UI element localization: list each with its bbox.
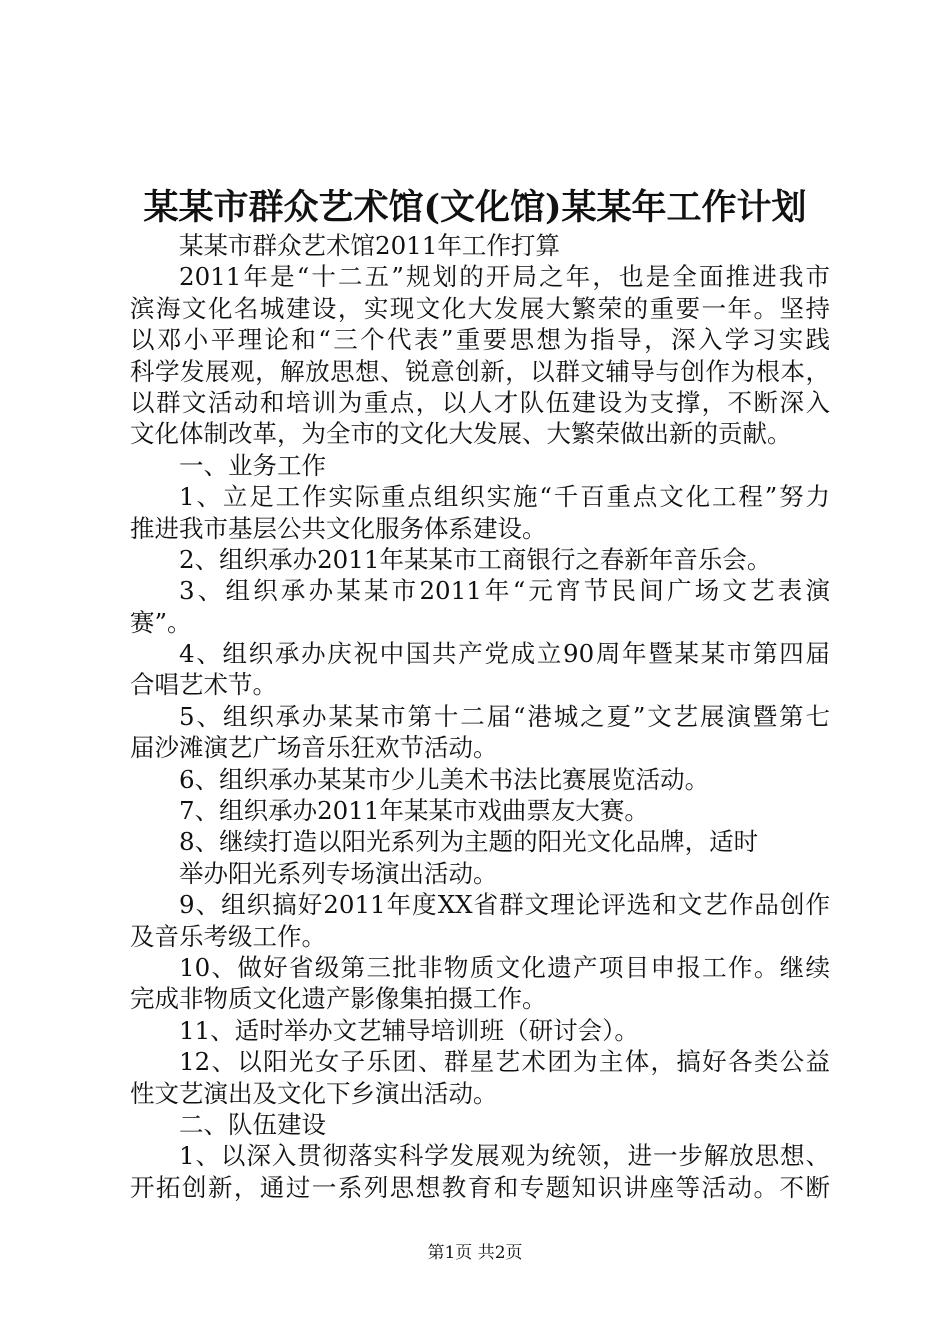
text-line: 1、立足工作实际重点组织实施“千百重点文化工程”努力 (179, 482, 830, 512)
document-title: 某某市群众艺术馆(文化馆)某某年工作计划 (143, 187, 807, 228)
text-line: 2011年是“十二五”规划的开局之年，也是全面推进我市 (179, 262, 830, 292)
text-line: 10、做好省级第三批非物质文化遗产项目申报工作。继续 (179, 952, 830, 982)
text-line: 完成非物质文化遗产影像集拍摄工作。 (130, 984, 547, 1014)
text-line: 性文艺演出及文化下乡演出活动。 (130, 1078, 498, 1108)
text-line: 12、以阳光女子乐团、群星艺术团为主体，搞好各类公益 (179, 1047, 830, 1077)
text-line: 2、组织承办2011年某某市工商银行之春新年音乐会。 (179, 544, 772, 574)
page-footer: 第1页 共2页 (427, 1243, 523, 1263)
text-line: 以邓小平理论和“三个代表”重要思想为指导，深入学习实践 (130, 325, 830, 355)
text-line: 以群文活动和培训为重点，以人才队伍建设为支撑，不断深入 (130, 387, 830, 417)
text-line: 8、继续打造以阳光系列为主题的阳光文化品牌，适时 (179, 827, 759, 857)
text-line: 及音乐考级工作。 (130, 921, 326, 951)
text-line: 11、适时举办文艺辅导培训班（研讨会）。 (179, 1015, 639, 1045)
text-line: 二、队伍建设 (179, 1109, 326, 1139)
text-line: 4、组织承办庆祝中国共产党成立90周年暨某某市第四届 (179, 639, 830, 669)
document-body (130, 230, 830, 1203)
text-line: 推进我市基层公共文化服务体系建设。 (130, 513, 547, 543)
text-line: 科学发展观，解放思想、锐意创新，以群文辅导与创作为根本， (130, 356, 830, 386)
text-line: 举办阳光系列专场演出活动。 (179, 858, 498, 888)
text-line: 赛”。 (130, 607, 192, 637)
text-line: 3、组织承办某某市2011年“元宵节民间广场文艺表演 (179, 576, 830, 606)
text-line: 9、组织搞好2011年度XX省群文理论评选和文艺作品创作 (179, 890, 830, 920)
text-line: 1、以深入贯彻落实科学发展观为统领，进一步解放思想、 (179, 1141, 830, 1171)
text-line: 滨海文化名城建设，实现文化大发展大繁荣的重要一年。坚持 (130, 293, 830, 323)
text-line: 某某市群众艺术馆2011年工作打算 (179, 231, 560, 260)
text-line: 开拓创新，通过一系列思想教育和专题知识讲座等活动。不断 (130, 1172, 830, 1202)
text-line: 文化体制改革，为全市的文化大发展、大繁荣做出新的贡献。 (130, 419, 792, 449)
text-line: 合唱艺术节。 (130, 670, 277, 700)
text-line: 7、组织承办2011年某某市戏曲票友大赛。 (179, 796, 649, 826)
text-line: 一、业务工作 (179, 450, 326, 480)
text-line: 届沙滩演艺广场音乐狂欢节活动。 (130, 733, 498, 763)
text-line: 6、组织承办某某市少儿美术书法比赛展览活动。 (179, 764, 710, 794)
text-line: 5、组织承办某某市第十二届“港城之夏”文艺展演暨第七 (179, 701, 830, 731)
